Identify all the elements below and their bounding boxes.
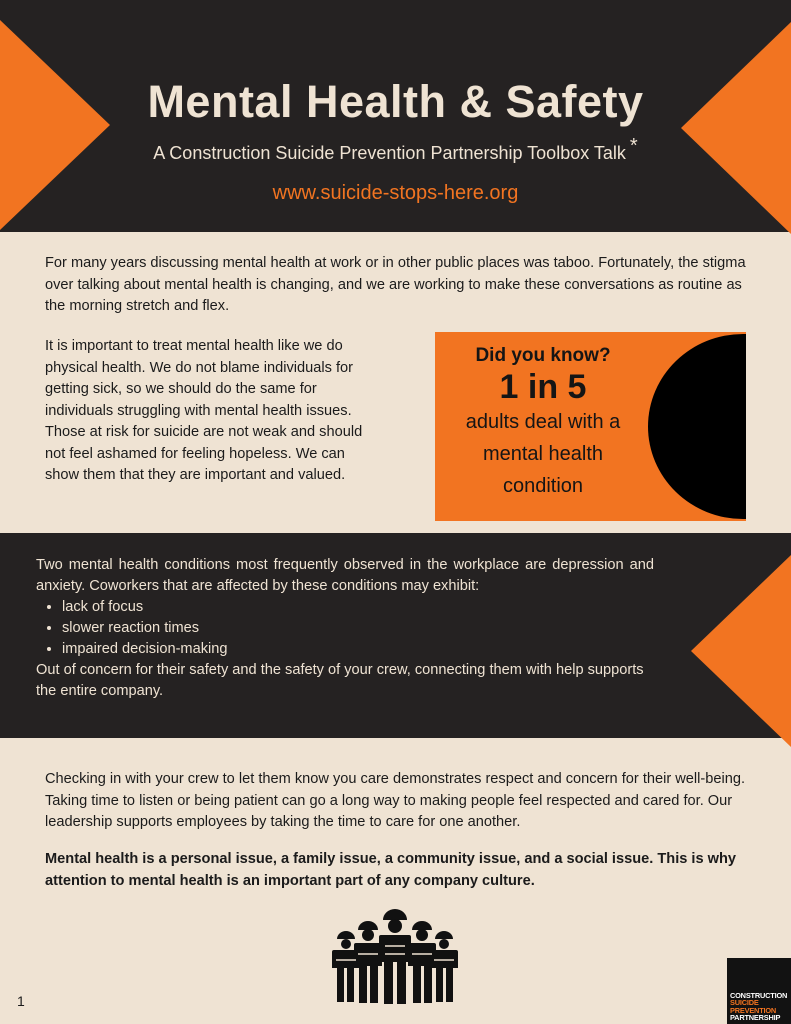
page-subtitle [0,134,791,165]
header-band [0,0,791,232]
half-circle-decoration [648,334,746,519]
middle-right-triangle-decoration [691,555,791,747]
logo-text [730,992,787,1022]
worker-mid-right [408,921,436,1003]
symptom-list [36,597,654,660]
page-number: 1 [17,993,25,1009]
list-item: • impaired decision-making [62,639,654,660]
list-item: • lack of focus [62,597,654,618]
fact-text [435,344,651,502]
worker-back-right [430,931,458,1002]
fact-question: Did you know? [475,345,611,366]
physical-health-paragraph: It is important to treat mental health like we do physical health. We do not blame individuals for getting sick, so we should do the same for individuals struggling with mental health issues. Those at risk for suicide are not weak and should not feel ashamed for feeling hopeless. We can show them that they are important and valued. [45,338,363,483]
fact-line-2: mental health [482,443,604,465]
intro-paragraph: For many years discussing mental health at work or in other public places was taboo. Fortunately, the stigma over talking about mental health is changing, and we are working to make these conversations as routine as the morning stretch and flex. [45,255,746,314]
fact-line-3: condition [502,475,584,497]
workplace-text [36,555,654,702]
logo-line-suicide: SUICIDE [730,998,759,1008]
logo-line-construction: CONSTRUCTION [730,990,788,1000]
cspp-logo [727,958,791,1024]
page-title: Mental Health & Safety [147,76,644,127]
worker-back-left [332,931,360,1002]
conditions-intro: Two mental health conditions most frequently observed in the workplace are depression and anxiety. Coworkers that are affected by these conditions may exhibit: [36,557,654,594]
closing-statement: Mental health is a personal issue, a family issue, a community issue, and a social issue. This is why attention to mental health is an important part of any company culture. [45,851,737,889]
fact-statistic: 1 in 5 [499,368,587,406]
construction-workers-icon [330,906,460,1006]
subtitle-text: A Construction Suicide Prevention Partnership Toolbox Talk [153,143,626,163]
workplace-band [0,533,791,738]
did-you-know-box [435,332,746,521]
logo-line-prevention: PREVENTION [730,1005,777,1015]
workers-group [332,909,458,1004]
conditions-outro: Out of concern for their safety and the safety of your crew, connecting them with help supports the entire company. [36,662,644,699]
subtitle-asterisk: * [629,135,638,157]
worker-mid-left [354,921,382,1003]
list-item: • slower reaction times [62,618,654,639]
worker-center [379,909,411,1004]
fact-line-1: adults deal with a [465,411,621,433]
logo-line-partnership: PARTNERSHIP [730,1013,781,1023]
check-in-paragraph: Checking in with your crew to let them know you care demonstrates respect and concern for their well-being. Taking time to listen or being patient can go a long way to making people feel respected and cared for. Our leadership supports employees by taking the time to care for one another. [45,771,746,830]
website-link[interactable]: www.suicide-stops-here.org [272,182,519,204]
